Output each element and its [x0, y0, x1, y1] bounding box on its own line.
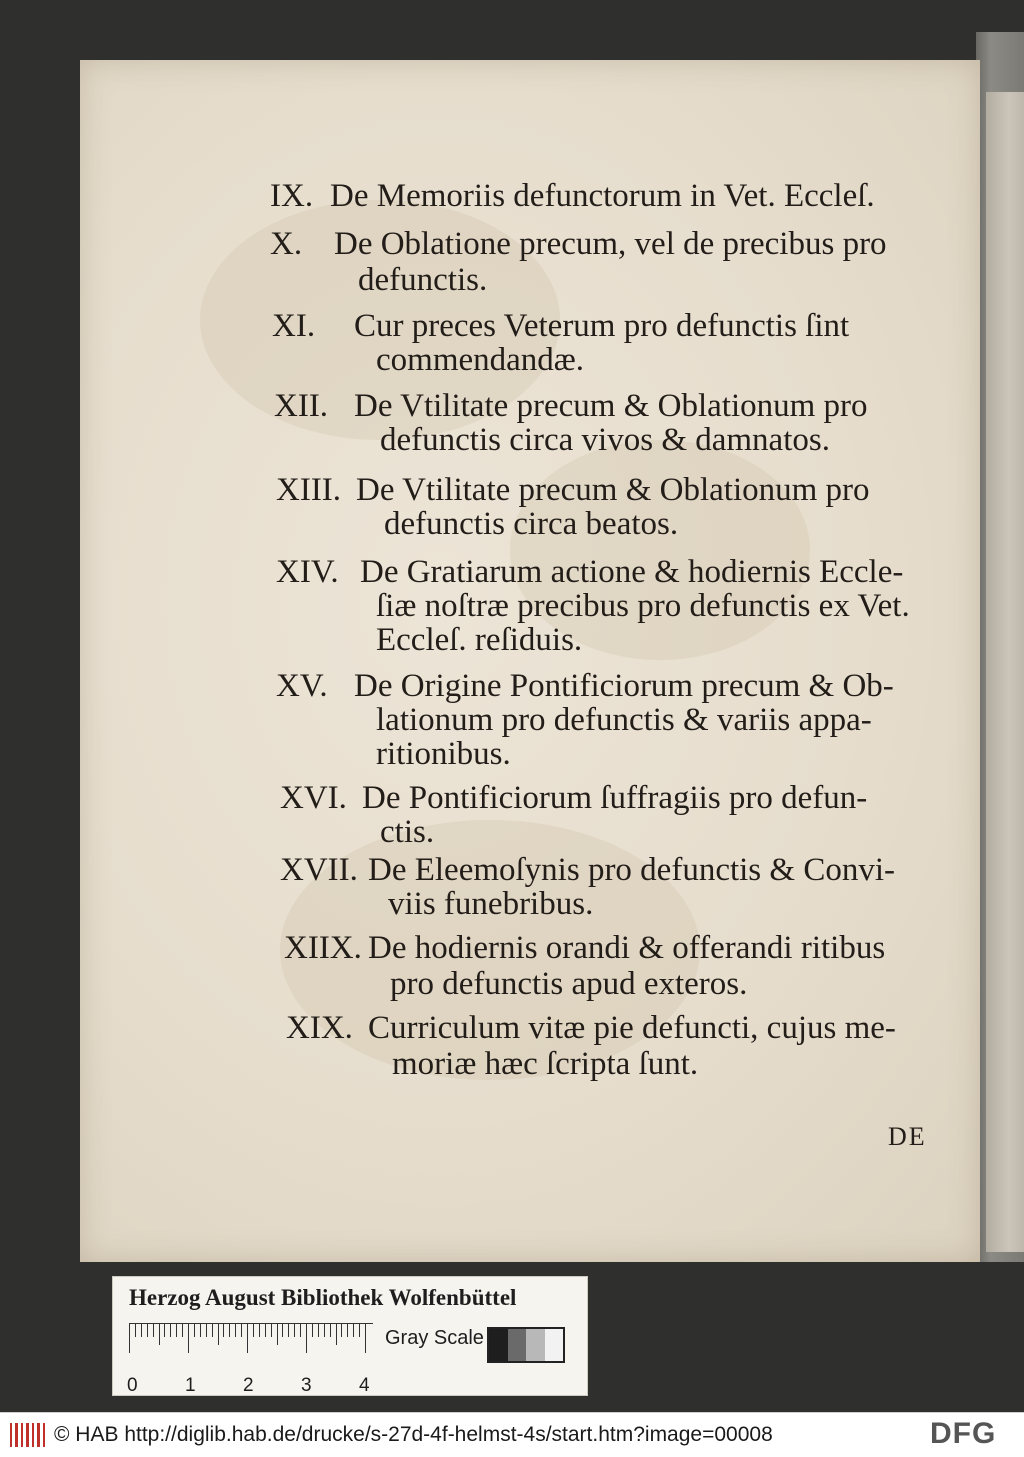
ruler-tick — [318, 1323, 319, 1337]
library-name: Herzog August Bibliothek Wolfenbüttel — [129, 1285, 517, 1310]
ruler-tick — [194, 1323, 195, 1337]
ruler-tick — [365, 1323, 366, 1353]
entry-number: XVII. — [280, 852, 358, 888]
ruler-tick — [235, 1323, 236, 1337]
ruler-tick — [282, 1323, 283, 1337]
gray-patch-white — [545, 1329, 564, 1361]
ruler-tick — [359, 1323, 360, 1337]
ruler-tick — [259, 1323, 260, 1337]
entry-title: De Vtilitate precum & Oblationum pro — [354, 388, 868, 424]
ruler-tick — [277, 1323, 278, 1345]
ruler-tick — [336, 1323, 337, 1345]
barcode-icon — [8, 1419, 48, 1451]
entry-number: IX. — [270, 178, 314, 214]
entry-number: XII. — [274, 388, 329, 424]
entry-number: XI. — [272, 308, 316, 344]
ruler-tick — [159, 1323, 160, 1345]
ruler-tick — [176, 1323, 177, 1337]
entry-title: De Vtilitate precum & Oblationum pro — [356, 472, 870, 508]
entry-title: Cur preces Veterum pro defunctis ſint — [354, 308, 850, 344]
ruler-tick — [170, 1323, 171, 1337]
ruler-tick — [294, 1323, 295, 1337]
ruler-tick — [306, 1323, 307, 1353]
ruler-tick — [330, 1323, 331, 1337]
ruler-tick — [300, 1323, 301, 1337]
ruler-tick — [347, 1323, 348, 1337]
ruler-tick — [212, 1323, 213, 1337]
viewer-footer — [0, 1412, 1024, 1457]
measurement-ruler — [127, 1323, 373, 1396]
ruler-tick — [153, 1323, 154, 1337]
ruler-tick — [147, 1323, 148, 1337]
ruler-tick — [206, 1323, 207, 1337]
entry-title-continued: ctis. — [380, 814, 435, 850]
ruler-tick — [324, 1323, 325, 1337]
entry-title-continued: ſiæ noſtræ precibus pro defunctis ex Vet. — [376, 588, 910, 624]
entry-number: XV. — [276, 668, 328, 704]
entry-title: De Pontificiorum ſuffragiis pro defun- — [362, 780, 868, 816]
ruler-tick — [288, 1323, 289, 1337]
ruler-tick — [353, 1323, 354, 1337]
gray-patch-black — [489, 1329, 508, 1361]
entry-title: Curriculum vitæ pie defuncti, cujus me- — [368, 1010, 896, 1046]
copyright-url[interactable]: © HAB http://diglib.hab.de/drucke/s-27d-4f-helmst-4s/start.htm?image=00008 — [54, 1423, 773, 1446]
gray-scale-patches — [487, 1327, 565, 1363]
ruler-tick — [200, 1323, 201, 1337]
entry-number: XIII. — [276, 472, 342, 508]
entry-title-continued: lationum pro defunctis & variis appa- — [376, 702, 872, 738]
ruler-number: 4 — [359, 1375, 370, 1396]
gray-scale-label: Gray Scale — [385, 1327, 484, 1349]
entry-title: De Origine Pontificiorum precum & Ob- — [354, 668, 894, 704]
ruler-tick — [247, 1323, 248, 1353]
gray-patch-light — [526, 1329, 545, 1361]
adjacent-page-edge — [976, 32, 1024, 1262]
ruler-number: 1 — [185, 1375, 196, 1396]
entry-title-continued: ritionibus. — [376, 736, 511, 772]
entry-title: De Oblatione precum, vel de precibus pro — [334, 226, 887, 262]
library-color-card — [112, 1276, 588, 1396]
ruler-number: 0 — [127, 1375, 138, 1396]
ruler-tick — [164, 1323, 165, 1337]
entry-number: XVI. — [280, 780, 347, 816]
dfg-logo: DFG — [930, 1417, 997, 1450]
entry-title-continued: moriæ hæc ſcripta ſunt. — [392, 1046, 699, 1082]
catchword: DE — [888, 1122, 927, 1151]
ruler-number: 2 — [243, 1375, 254, 1396]
ruler-tick — [182, 1323, 183, 1337]
entry-title-continued: pro defunctis apud exteros. — [390, 966, 748, 1002]
entry-title-continued: Eccleſ. reſiduis. — [376, 622, 583, 658]
entry-title-continued: defunctis circa vivos & damnatos. — [380, 422, 830, 458]
ruler-tick — [141, 1323, 142, 1337]
ruler-tick — [341, 1323, 342, 1337]
entry-title-continued: defunctis circa beatos. — [384, 506, 679, 542]
ruler-tick — [265, 1323, 266, 1337]
entry-title: De Memoriis defunctorum in Vet. Eccleſ. — [330, 178, 875, 214]
entry-title-continued: viis funebribus. — [388, 886, 594, 922]
ruler-tick — [218, 1323, 219, 1345]
ruler-number: 3 — [301, 1375, 312, 1396]
ruler-tick — [135, 1323, 136, 1337]
entry-number: XIX. — [286, 1010, 353, 1046]
entry-title: De hodiernis orandi & offerandi ritibus — [368, 930, 886, 966]
ruler-tick — [229, 1323, 230, 1337]
ruler-tick — [188, 1323, 189, 1353]
entry-number: X. — [270, 226, 303, 262]
book-page — [80, 60, 980, 1262]
entry-title: De Gratiarum actione & hodiernis Eccle- — [360, 554, 904, 590]
entry-number: XIV. — [276, 554, 339, 590]
entry-title: De Eleemoſynis pro defunctis & Convi- — [368, 852, 895, 888]
adjacent-page-strip — [986, 92, 1024, 1252]
ruler-tick — [223, 1323, 224, 1337]
ruler-tick — [271, 1323, 272, 1337]
ruler-tick — [241, 1323, 242, 1337]
entry-title-continued: commendandæ. — [376, 342, 585, 378]
ruler-tick — [253, 1323, 254, 1337]
entry-number: XIIX. — [284, 930, 362, 966]
gray-patch-dark — [508, 1329, 527, 1361]
ruler-tick — [129, 1323, 130, 1353]
ruler-tick — [312, 1323, 313, 1337]
entry-title-continued: defunctis. — [358, 262, 488, 298]
